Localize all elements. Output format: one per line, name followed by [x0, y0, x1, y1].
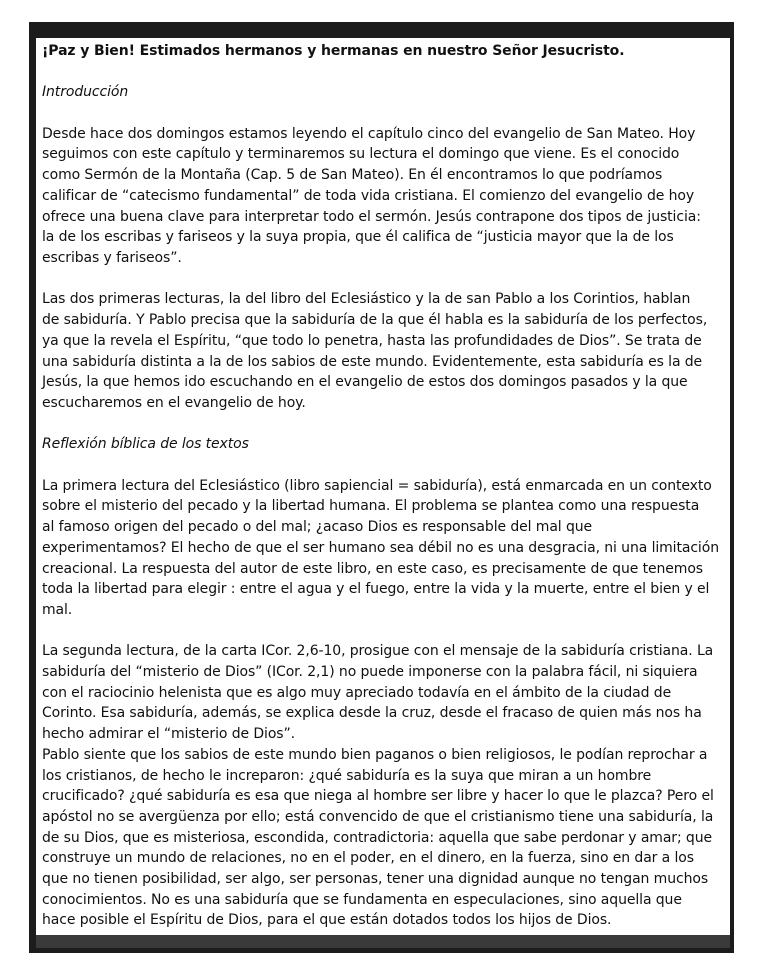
document-page	[36, 38, 730, 935]
text-line: con el raciocinio helenista que es algo muy apreciado todavía en el ámbito de la ciudad de	[42, 684, 672, 701]
bottom-bar	[36, 935, 730, 948]
text-line: sabiduría del “misterio de Dios” (ICor. 2,1) no puede imponerse con la palabra fácil, ni siquiera	[42, 664, 698, 680]
text-line: una sabiduría distinta a la de los sabios de este mundo. Evidentemente, esta sabiduría es la de	[42, 353, 703, 370]
text-line: conocimientos. No es una sabiduría que se fundamenta en especulaciones, sino aquella que	[42, 891, 682, 908]
section-heading-reflexion: Reflexión bíblica de los textos	[42, 436, 249, 453]
text-line: construye un mundo de relaciones, no en el poder, en el dinero, en la fuerza, sino en dar a los	[42, 850, 694, 867]
spacer	[42, 62, 724, 83]
text-line: la de los escribas y fariseos y la suya propia, que él califica de “justicia mayor que la de los	[42, 229, 674, 246]
paragraph-2	[42, 289, 724, 413]
text-line: escucharemos en el evangelio de hoy.	[42, 394, 306, 411]
text-line: Jesús, la que hemos ido escuchando en el evangelio de estos dos domingos pasados y la que	[42, 374, 688, 391]
spacer	[42, 621, 724, 642]
text-line: ofrece una buena clave para interpretar todo el sermón. Jesús contrapone dos tipos de justicia:	[42, 208, 701, 225]
text-line: Las dos primeras lecturas, la del libro del Eclesiástico y la de san Pablo a los Corintios, hablan	[42, 291, 691, 308]
text-line: mal.	[42, 601, 73, 618]
text-line: calificar de “catecismo fundamental” de toda vida cristiana. El comienzo del evangelio de hoy	[42, 187, 695, 204]
text-line: de su Dios, que es misteriosa, escondida, contradictoria: aquella que sabe perdonar y amar; que	[42, 829, 713, 846]
text-line: toda la libertad para elegir : entre el agua y el fuego, entre la vida y la muerte, entre el bien y el	[42, 581, 710, 598]
text-line: ya que la revela el Espíritu, “que todo lo penetra, hasta las profundidades de Dios”. Se trata de	[42, 332, 702, 349]
text-line: seguimos con este capítulo y terminaremos su lectura el domingo que viene. Es el conocido	[42, 146, 680, 163]
text-line: creacional. La respuesta del autor de este libro, en este caso, es precisamente de que tenemos	[42, 560, 703, 577]
paragraph-1	[42, 124, 724, 269]
paragraph-4	[42, 641, 724, 931]
text-line: Pablo siente que los sabios de este mundo bien paganos o bien religiosos, le podían reprochar a	[42, 746, 708, 763]
text-line: hace posible el Espíritu de Dios, para el que están dotados todos los hijos de Dios.	[42, 912, 612, 929]
text-line: Corinto. Esa sabiduría, además, se explica desde la cruz, desde el fracaso de quien más nos ha	[42, 705, 702, 722]
spacer	[42, 269, 724, 290]
greeting-line: ¡Paz y Bien! Estimados hermanos y hermanas en nuestro Señor Jesucristo.	[42, 43, 625, 59]
text-line: como Sermón de la Montaña (Cap. 5 de San Mateo). En él encontramos lo que podríamos	[42, 167, 663, 184]
text-line: apóstol no se avergüenza por ello; está convencido de que el cristianismo tiene una sabiduría, la	[42, 808, 714, 825]
text-line: al famoso origen del pecado o del mal; ¿acaso Dios es responsable del mal que	[42, 519, 593, 536]
paragraph-3	[42, 476, 724, 621]
text-line: crucificado? ¿qué sabiduría es esa que niega al hombre ser libre y hacer lo que le plazca? Pero el	[42, 788, 714, 805]
text-line: hecho admirar el “misterio de Dios”.	[42, 726, 295, 743]
text-line: los cristianos, de hecho le increparon: ¿qué sabiduría es la suya que miran a un hombre	[42, 767, 652, 784]
text-line: Desde hace dos domingos estamos leyendo el capítulo cinco del evangelio de San Mateo. Hoy	[42, 125, 696, 142]
spacer	[42, 103, 724, 124]
text-line: que no tienen posibilidad, ser algo, ser personas, tener una dignidad aunque no tengan muchos	[42, 871, 709, 888]
text-line: experimentamos? El hecho de que el ser humano sea débil no es una desgracia, ni una limitación	[42, 539, 719, 556]
text-line: escribas y fariseos”.	[42, 250, 182, 266]
text-line: de sabiduría. Y Pablo precisa que la sabiduría de la que él habla es la sabiduría de los perfectos,	[42, 312, 708, 329]
spacer	[42, 455, 724, 476]
text-line: La primera lectura del Eclesiástico (libro sapiencial = sabiduría), está enmarcada en un contexto	[42, 477, 712, 494]
section-heading-introduccion: Introducción	[42, 84, 129, 101]
spacer	[42, 414, 724, 435]
text-line: sobre el misterio del pecado y la libertad humana. El problema se plantea como una respuesta	[42, 498, 700, 515]
text-line: La segunda lectura, de la carta ICor. 2,6-10, prosigue con el mensaje de la sabiduría cristiana. La	[42, 643, 714, 660]
